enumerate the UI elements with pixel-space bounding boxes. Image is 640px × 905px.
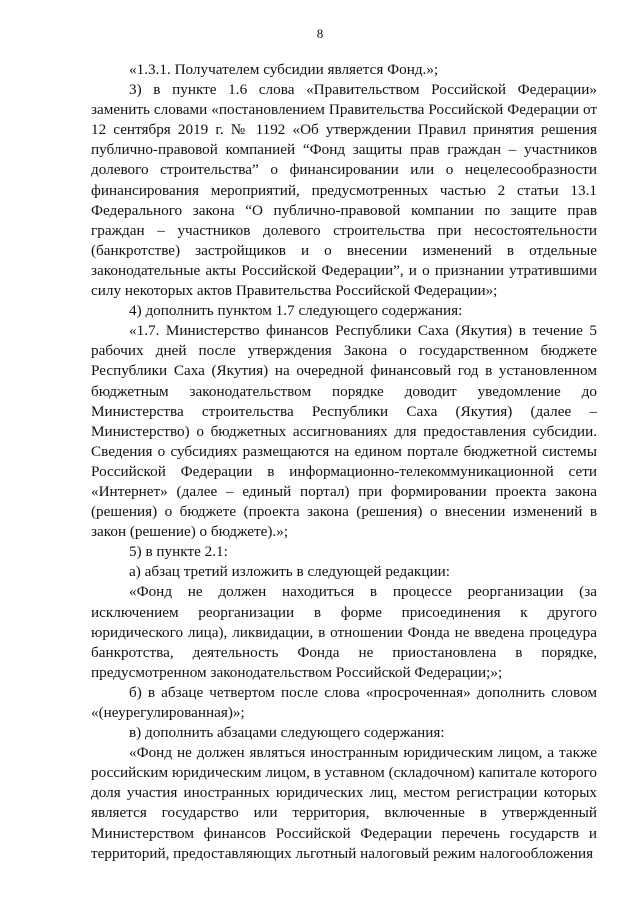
paragraph: 3) в пункте 1.6 слова «Правительством Российской Федерации» заменить словами «постановлением Правительства Российской Федерации от 12 сентября 2019 г. № 1192 «Об утверждении Правил принятия решения публично-правовой компанией “Фонд защиты прав граждан – участников долевого строительства” о финансировании или о нецелесообразности финансирования мероприятий, предусмотренных частью 2 статьи 13.1 Федерального закона “О публично-правовой компании по защите прав граждан – участников долевого строительства при несостоятельности (банкротстве) застройщиков и о внесении изменений в отдельные законодательные акты Российской Федерации”, и о признании утратившими силу некоторых актов Правительства Российской Федерации»; (91, 81, 597, 300)
document-body (91, 60, 597, 864)
paragraph: «1.7. Министерство финансов Республики Саха (Якутия) в течение 5 рабочих дней после утверждения Закона о государственном бюджете Республики Саха (Якутия) на очередной финансовый год в установленном бюджетным законодательством порядке доводит уведомление до Министерства строительства Республики Саха (Якутия) (далее – Министерство) о бюджетных ассигнованиях для предоставления субсидии. Сведения о субсидиях размещаются на едином портале бюджетной системы Российской Федерации в информационно-телекоммуникационной сети «Интернет» (далее – единый портал) при формировании проекта закона (решения) о бюджете (проекта закона (решения) о внесении изменений в закон (решение) о бюджете).»; (91, 322, 597, 541)
paragraph: б) в абзаце четвертом после слова «просроченная» дополнить словом «(неурегулированная)»; (91, 683, 597, 721)
paragraph: 5) в пункте 2.1: (129, 543, 228, 561)
paragraph: 4) дополнить пунктом 1.7 следующего содержания: (129, 302, 463, 320)
page-number: 8 (316, 26, 324, 41)
paragraph: «1.3.1. Получателем субсидии является Фонд.»; (129, 61, 439, 78)
paragraph: «Фонд не должен находиться в процессе реорганизации (за исключением реорганизации в форме присоединения к другого юридического лица), ликвидации, в отношении Фонда не введена процедура банкротства, деятельность Фонда не приостановлена в порядке, предусмотренном законодательством Российской Федерации;»; (91, 583, 597, 681)
paragraph: «Фонд не должен являться иностранным юридическим лицом, а также российским юридическим лицом, в уставном (складочном) капитале которого доля участия иностранных юридических лиц, местом регистрации которых является государство или территория, включенные в утвержденный Министерством финансов Российской Федерации перечень государств и территорий, предоставляющих льготный налоговый режим налогообложения (91, 744, 597, 862)
paragraph: а) абзац третий изложить в следующей редакции: (129, 563, 450, 581)
paragraph: в) дополнить абзацами следующего содержания: (129, 724, 445, 742)
